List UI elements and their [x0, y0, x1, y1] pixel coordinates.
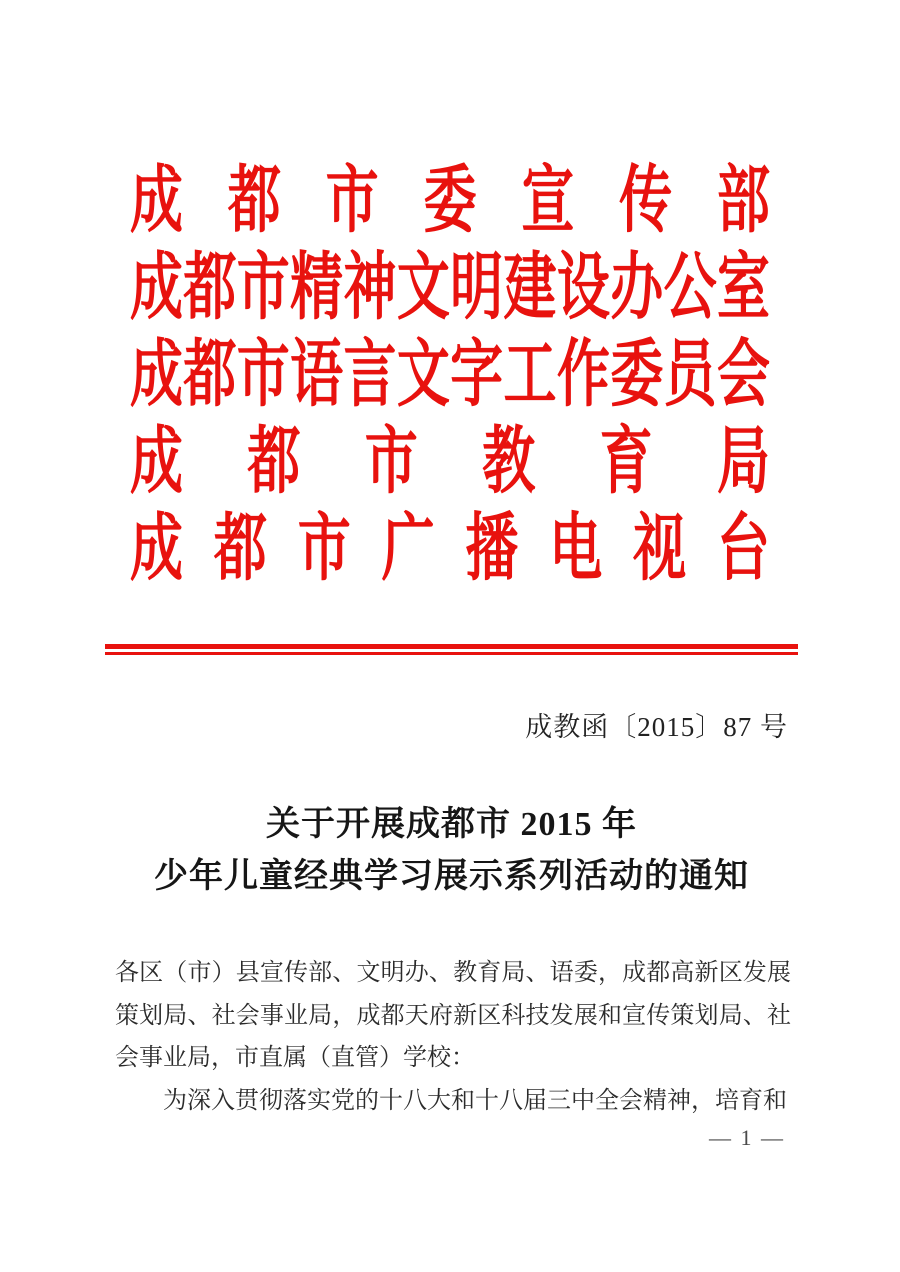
letterhead-org-5: 成都市广播电视台: [130, 509, 770, 590]
letterhead-org-1: 成都市委宣传部: [130, 161, 770, 242]
document-body: [115, 952, 791, 1122]
document-title: [115, 799, 788, 903]
document-title-line-2: 少年儿童经典学习展示系列活动的通知: [154, 858, 749, 895]
body-line-2: 策划局、社会事业局，成都天府新区科技发展和宣传策划局、社: [115, 1002, 791, 1029]
document-title-line-1: 关于开展成都市 2015 年: [266, 806, 637, 843]
letterhead-org-3: 成都市语言文字工作委员会: [130, 335, 770, 416]
rule-bottom-bar: [105, 652, 798, 655]
document-number: 成教函〔2015〕87 号: [525, 712, 788, 742]
letterhead-org-4: 成都市教育局: [130, 422, 770, 503]
letterhead: [130, 163, 770, 598]
body-line-1: 各区（市）县宣传部、文明办、教育局、语委，成都高新区发展: [115, 960, 791, 986]
body-line-3: 会事业局，市直属（直管）学校：: [115, 1045, 475, 1071]
page-number: — 1 —: [709, 1125, 785, 1150]
letterhead-double-rule: [105, 644, 798, 655]
letterhead-org-2: 成都市精神文明建设办公室: [130, 248, 770, 329]
body-line-4: 为深入贯彻落实党的十八大和十八届三中全会精神，培育和: [163, 1087, 787, 1114]
